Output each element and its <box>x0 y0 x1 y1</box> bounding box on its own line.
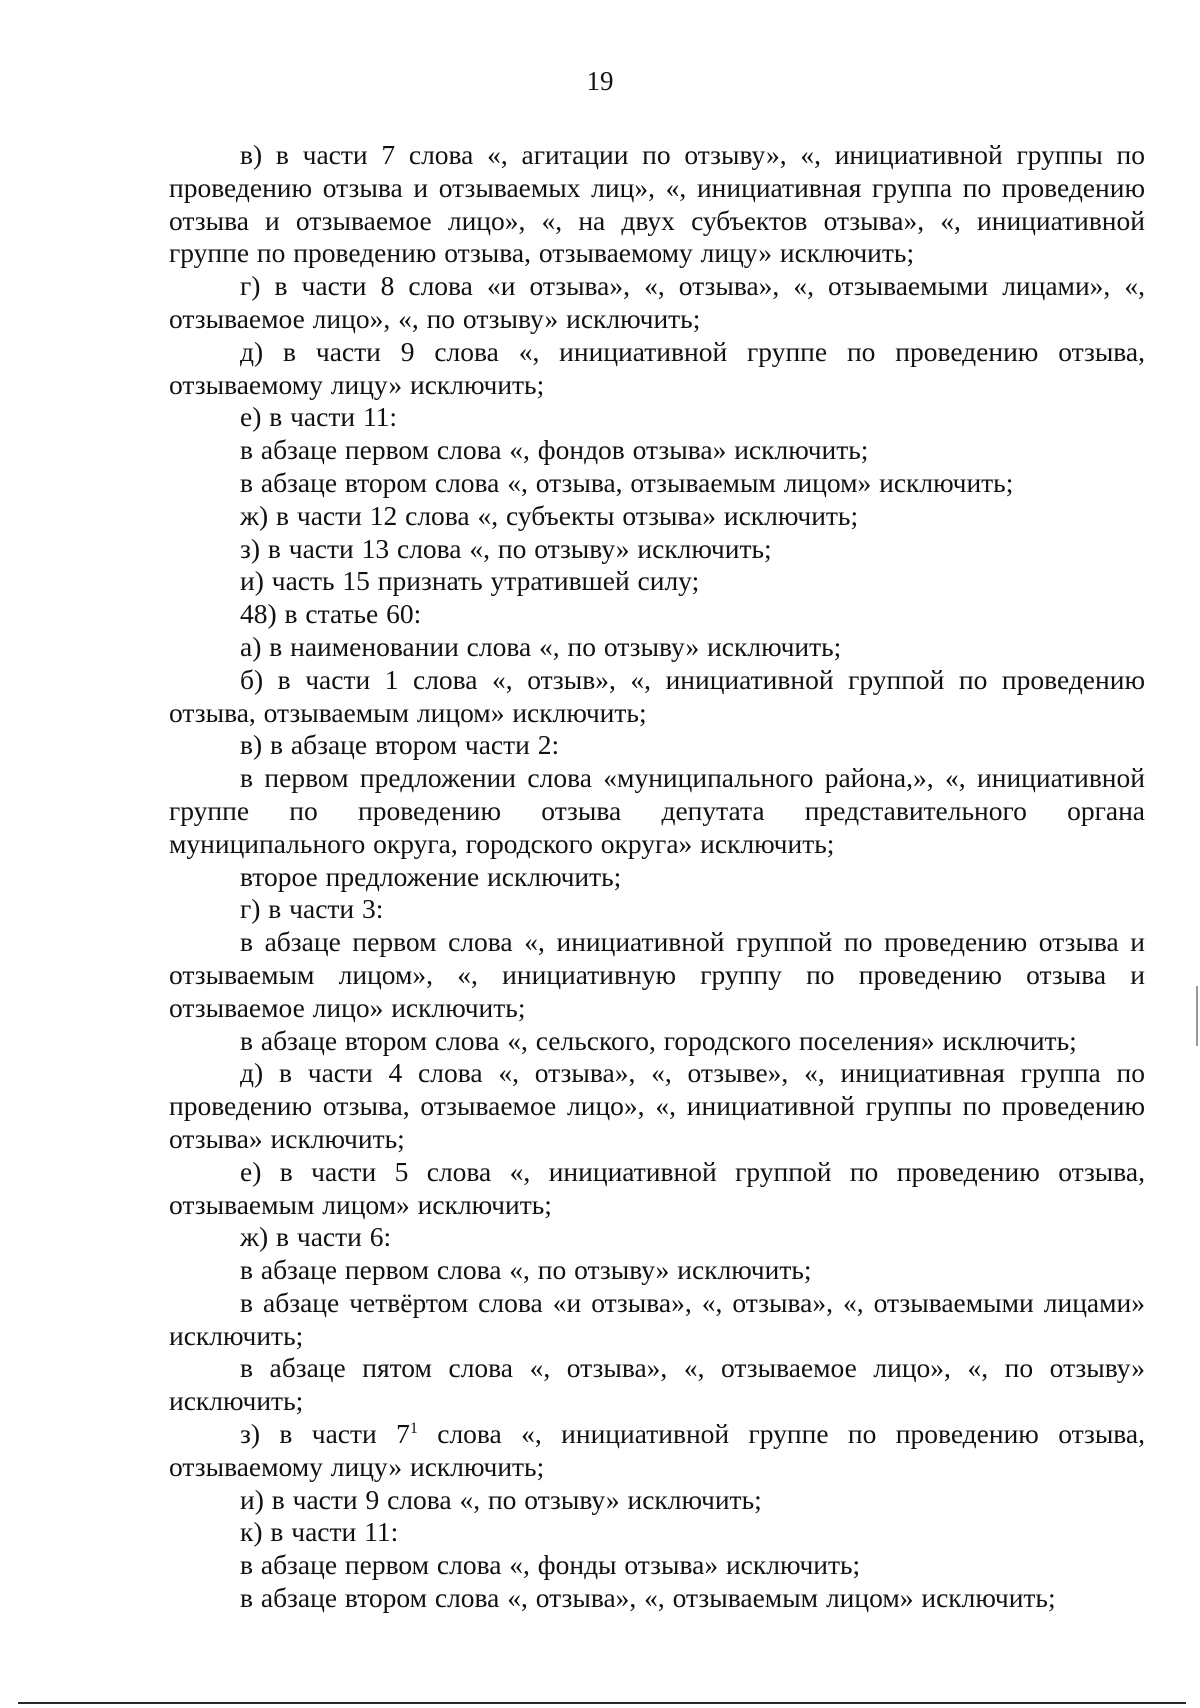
paragraph: в абзаце втором слова «, сельского, городского поселения» исключить; <box>240 1024 1077 1056</box>
paragraph: 48) в статье 60: <box>240 598 422 630</box>
paragraph: г) в части 3: <box>240 893 384 925</box>
paragraph: б) в части 1 слова «, отзыв», «, инициативной группой по проведению отзыва, отзываемым лицом» исключить; <box>169 663 1145 728</box>
paragraph: в абзаце первом слова «, фондов отзыва» исключить; <box>240 434 869 466</box>
paragraph: е) в части 11: <box>240 401 398 433</box>
paragraph: к) в части 11: <box>240 1516 399 1548</box>
paragraph: и) в части 9 слова «, по отзыву» исключить; <box>240 1483 762 1515</box>
paragraph: в абзаце втором слова «, отзыва, отзываемым лицом» исключить; <box>240 466 1014 498</box>
paragraph <box>169 1418 1145 1484</box>
paragraph: г) в части 8 слова «и отзыва», «, отзыва», «, отзываемыми лицами», «, отзываемое лицо», «, по отзыву» исключить; <box>169 270 1145 334</box>
page-number: 19 <box>586 66 614 96</box>
paragraph: д) в части 4 слова «, отзыва», «, отзыве», «, инициативная группа по проведению отзыва, отзываемое лицо», «, инициативной группы по проведению отзыва» исключить; <box>169 1057 1145 1154</box>
paragraph-text: слова «, инициативной группе по проведению отзыва, отзываемому лицу» исключить; <box>169 1418 1146 1482</box>
paragraph: в абзаце четвёртом слова «и отзыва», «, отзыва», «, отзываемыми лицами» исключить; <box>169 1286 1145 1351</box>
paragraph: а) в наименовании слова «, по отзыву» исключить; <box>240 630 842 662</box>
paragraph: ж) в части 12 слова «, субъекты отзыва» исключить; <box>240 499 859 531</box>
paragraph: второе предложение исключить; <box>240 860 622 892</box>
paragraph: в) в части 7 слова «, агитации по отзыву», «, инициативной группы по проведению отзыва и отзываемых лиц», «, инициативная группа по проведению отзыва и отзываемое лицо», «, на двух субъектов отзыва», «, инициативной группе по проведению отзыва, отзываемому лицу» исключить; <box>169 139 1145 269</box>
paragraph: в абзаце первом слова «, фонды отзыва» исключить; <box>240 1549 861 1581</box>
paragraph: в абзаце пятом слова «, отзыва», «, отзываемое лицо», «, по отзыву» исключить; <box>169 1352 1145 1417</box>
paragraph: в) в абзаце втором части 2: <box>240 729 560 761</box>
paragraph-text: з) в части 7 <box>240 1418 410 1450</box>
paragraph: в абзаце втором слова «, отзыва», «, отзываемым лицом» исключить; <box>240 1582 1056 1614</box>
document-body <box>169 139 1145 1615</box>
scan-artifact-line <box>1196 986 1198 1046</box>
paragraph: е) в части 5 слова «, инициативной группой по проведению отзыва, отзываемым лицом» исключить; <box>169 1155 1145 1220</box>
paragraph: в первом предложении слова «муниципального района,», «, инициативной группе по проведению отзыва депутата представительного органа муниципального округа, городского округа» исключить; <box>169 762 1145 859</box>
paragraph: в абзаце первом слова «, по отзыву» исключить; <box>240 1254 812 1286</box>
paragraph: в абзаце первом слова «, инициативной группой по проведению отзыва и отзываемым лицом», «, инициативную группу по проведению отзыва и отзываемое лицо» исключить; <box>169 926 1145 1023</box>
paragraph: д) в части 9 слова «, инициативной группе по проведению отзыва, отзываемому лицу» исключить; <box>169 335 1145 400</box>
paragraph: з) в части 13 слова «, по отзыву» исключить; <box>240 532 772 564</box>
paragraph: и) часть 15 признать утратившей силу; <box>240 565 700 597</box>
paragraph: ж) в части 6: <box>240 1221 392 1253</box>
superscript: 1 <box>409 1420 418 1438</box>
page-bottom-edge <box>18 1702 1186 1704</box>
